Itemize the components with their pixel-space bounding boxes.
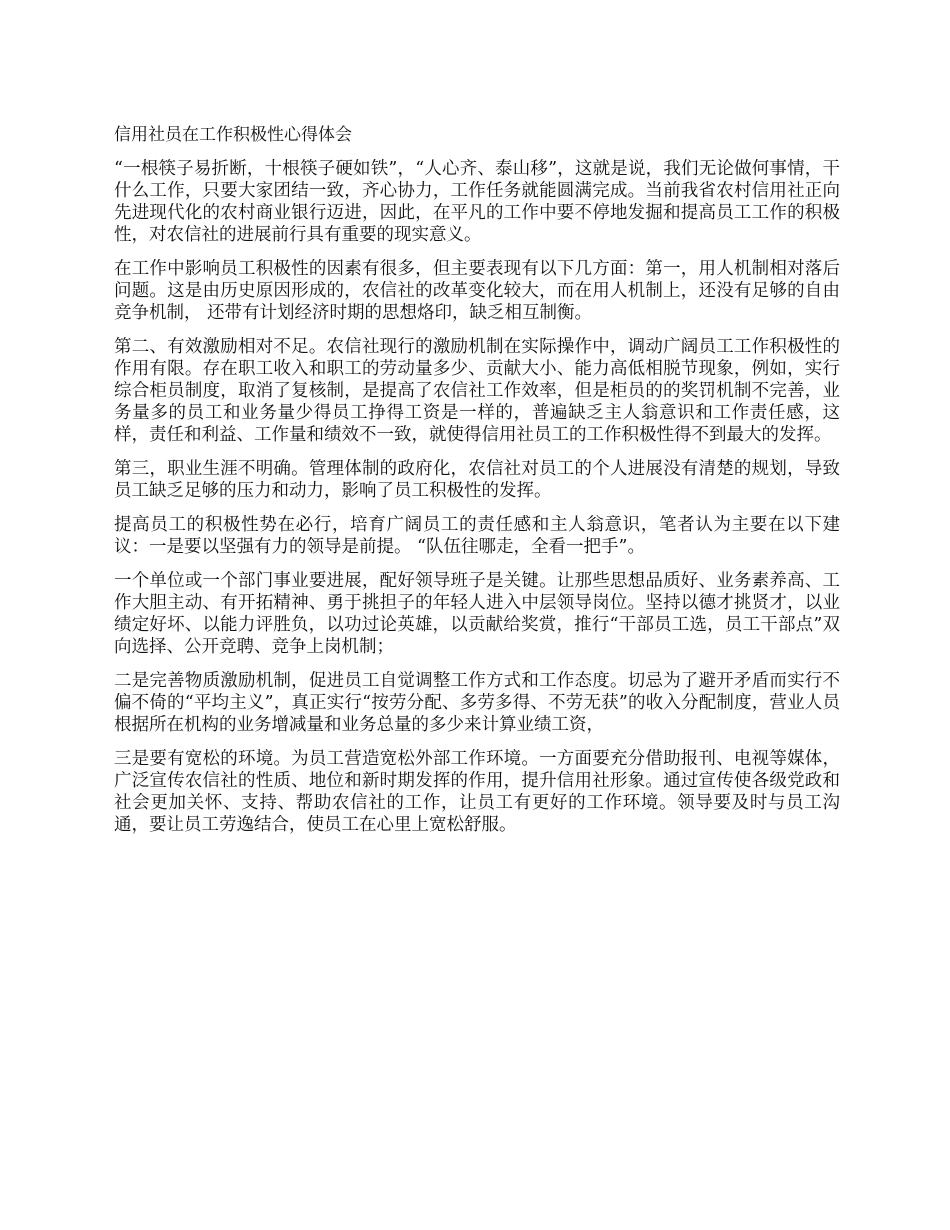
- paragraph-2: 在工作中影响员工积极性的因素有很多，但主要表现有以下几方面：第一，用人机制相对落后问题。这是由历史原因形成的，农信社的改革变化较大，而在用人机制上，还没有足够的自由竞争机制， 还带有计划经济时期的思想烙印，缺乏相互制衡。: [114, 259, 840, 323]
- paragraph-3: 第二、有效激励相对不足。农信社现行的激励机制在实际操作中，调动广阔员工工作积极性的作用有限。存在职工收入和职工的劳动量多少、贡献大小、能力高低相脱节现象，例如，实行综合柜员制度，取消了复核制，是提高了农信社工作效率，但是柜员的的奖罚机制不完善，业务量多的员工和业务量少得员工挣得工资是一样的，普遍缺乏主人翁意识和工作责任感，这样，责任和利益、工作量和绩效不一致，就使得信用社员工的工作积极性得不到最大的发挥。: [114, 337, 840, 445]
- paragraph-5: 提高员工的积极性势在必行，培育广阔员工的责任感和主人翁意识，笔者认为主要在以下建议：一是要以坚强有力的领导是前提。 “队伍往哪走，全看一把手”。: [114, 515, 840, 557]
- paragraph-6: 一个单位或一个部门事业要进展，配好领导班子是关键。让那些思想品质好、业务素养高、工作大胆主动、有开拓精神、勇于挑担子的年轻人进入中层领导岗位。坚持以德才挑贤才，以业绩定好坏、以能力评胜负，以功过论英雄，以贡献给奖赏，推行“干部员工选，员工干部点”双向选择、公开竞聘、竞争上岗机制；: [114, 571, 840, 657]
- paragraph-1: “一根筷子易折断，十根筷子硬如铁”，“人心齐、泰山移”，这就是说，我们无论做何事情，干什么工作，只要大家团结一致，齐心协力，工作任务就能圆满完成。当前我省农村信用社正向先进现代化的农村商业银行迈进，因此，在平凡的工作中要不停地发掘和提高员工工作的积极性，对农信社的进展前行具有重要的现实意义。: [114, 159, 840, 245]
- document-page: [114, 124, 840, 848]
- paragraph-4: 第三，职业生涯不明确。管理体制的政府化，农信社对员工的个人进展没有清楚的规划，导致员工缺乏足够的压力和动力，影响了员工积极性的发挥。: [114, 459, 840, 501]
- paragraph-7: 二是完善物质激励机制，促进员工自觉调整工作方式和工作态度。切忌为了避开矛盾而实行不偏不倚的“平均主义”，真正实行“按劳分配、多劳多得、不劳无获”的收入分配制度，营业人员根据所在机构的业务增减量和业务总量的多少来计算业绩工资，: [114, 671, 840, 735]
- document-title: 信用社员在工作积极性心得体会: [114, 125, 352, 145]
- paragraph-8: 三是要有宽松的环境。为员工营造宽松外部工作环境。一方面要充分借助报刊、电视等媒体，广泛宣传农信社的性质、地位和新时期发挥的作用，提升信用社形象。通过宣传使各级党政和社会更加关怀、支持、帮助农信社的工作，让员工有更好的工作环境。领导要及时与员工沟通，要让员工劳逸结合，使员工在心里上宽松舒服。: [114, 749, 840, 835]
